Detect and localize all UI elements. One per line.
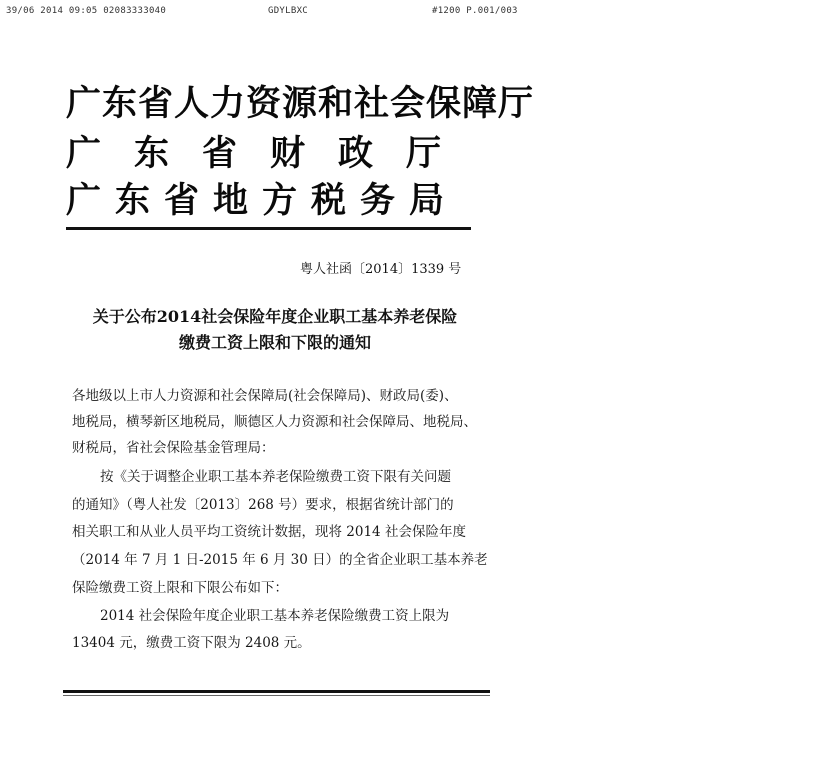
fax-timestamp: 39/06 2014 09:05 02083333040 (6, 6, 167, 16)
body-line-6: 相关职工和从业人员平均工资统计数据，现将 2014 社会保险年度 (72, 524, 466, 540)
body-line-10: 13404 元，缴费工资下限为 2408 元。 (72, 635, 311, 651)
body-line-4: 按《关于调整企业职工基本养老保险缴费工资下限有关问题 (100, 469, 451, 485)
document-title-line-1: 关于公布2014社会保险年度企业职工基本养老保险 (92, 307, 458, 326)
fax-sender-id: GDYLBXC (268, 6, 309, 16)
body-line-1: 各地级以上市人力资源和社会保障局(社会保障局)、财政局(委)、 (72, 388, 458, 404)
body-line-2: 地税局，横琴新区地税局，顺德区人力资源和社会保障局、地税局、 (72, 414, 477, 430)
body-line-3: 财税局，省社会保险基金管理局： (72, 440, 275, 456)
agency-name-tax: 广东省地方税务局 (66, 180, 459, 221)
footer-divider (63, 690, 490, 693)
footer-divider-thin (63, 695, 490, 696)
body-line-8: 保险缴费工资上限和下限公布如下： (72, 580, 288, 596)
body-line-5: 的通知》（粤人社发〔2013〕268 号）要求，根据省统计部门的 (72, 497, 454, 513)
body-line-9: 2014 社会保险年度企业职工基本养老保险缴费工资上限为 (100, 608, 450, 624)
fax-page-counter: #1200 P.001/003 (432, 6, 518, 16)
agency-name-finance: 广东省财政厅 (66, 133, 475, 174)
body-line-7: （2014 年 7 月 1 日-2015 年 6 月 30 日）的全省企业职工基本养老 (72, 552, 488, 568)
document-title-line-2: 缴费工资上限和下限的通知 (178, 333, 371, 352)
agency-name-hrss: 广东省人力资源和社会保障厅 (66, 83, 535, 124)
letterhead-divider (66, 227, 471, 230)
document-reference-number: 粤人社函〔2014〕1339 号 (300, 262, 462, 277)
